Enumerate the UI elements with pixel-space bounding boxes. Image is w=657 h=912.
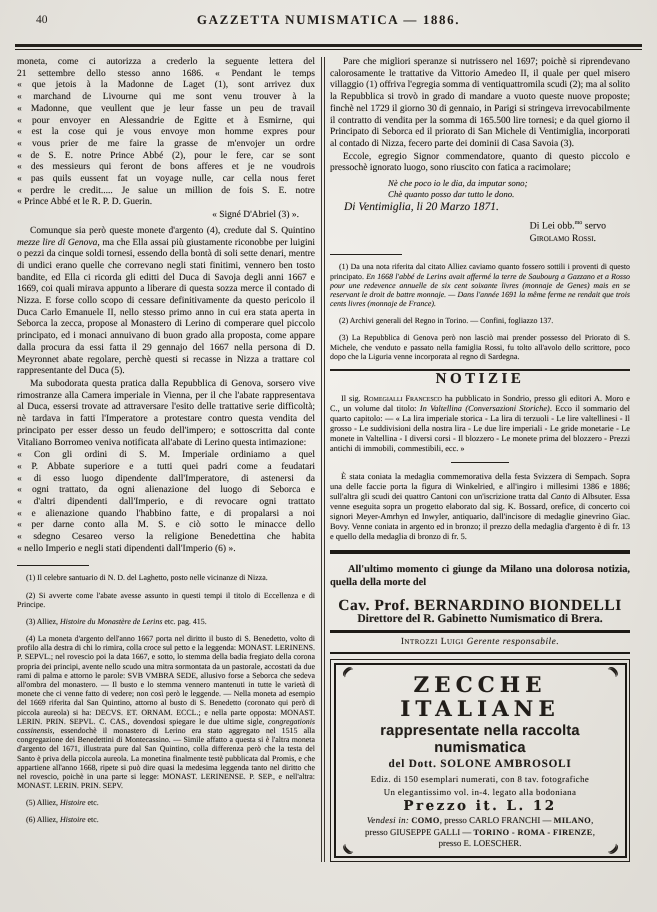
ad-edition-line-2: Un elegantissimo vol. in-4. legato alla bodoniana [383,787,577,798]
imperial-intimation-quote: « Con gli ordini di S. M. Imperiale ordiniamo a quel « P. Abbate superiore e a tutti quei padri come a feudatari « di esso luogo dipendente dall'Imperatore, di astenersi da « ogni trattato, da ogni alienazione del luogo di Seborca e « d'altri dipendenti dall'Imperio, e di revocare ogni trattato « e alienazione quando l'habbino fatte, e di propalarsi a noi « per darne conto alla M. S. e ciò sotto le minacce dello « sdegno Cesareo verso la religione Benedettina che habita « nello Imperio e negli stati dipendenti dall'Imperio (6) ». [17,450,315,554]
two-column-body [0,50,657,862]
ad-subtitle: rappresentate nella raccolta numismatica [380,722,580,756]
paragraph-eccole: Eccole, egregio Signor commendatore, quanto di questo piccolo e pressochè ignorato luogo, sono riuscito con fatica a racimolare; [330,151,630,174]
notizie-item-1: Il sig. Romegialli Francesco ha pubblicato in Sondrio, presso gli editori A. Moro e C., un volume dal titolo: In Valtellina (Conversazioni Storiche). Ecco il sommario del quarto capitolo: — « La lira imperiale storica - La lira di terzuoli - Le lire valtellinesi - Il grosso - Le suddivisioni della nostra lira - Le due lire imperiali - Le gride monetarie - Le monete in Valtellina - I diversi corsi - Il blozzero - Le monete prima del blozzero - Prezzi antichi di immobili, commestibili, ecc. » [330,393,630,453]
paragraph-comunque: Comunque sia però queste monete d'argento (4), credute dal S. Quintino mezze lire di Genova, ma che Ella assai più giustamente riconobbe per luigini o pezzi da cinque soldi tornesi, essendo della bontà di soli sette denari, mentre di undici erano quelle che correvano negli stati finitimi, vennero ben tosto bandite, ed Ella ci ricorda gli editti del Duca di Savoja degli anni 1667 e 1669, coi quali mirava appunto a liberare di questa sozza merce il contado di Nizza. E forse collo scopo di cessare definitivamente da questo pericolo il Duca Carlo Emanuele II, nello stesso primo anno in cui era stata aperta in Seborca la zecca, propose al Monastero di Lerino di comperare quel piccolo principato, ed i monaci annuivano di buon grado alla proposta, come appare dalla procura da essi fatta il 29 gennajo del 1667 nella persona di D. Meyronnet abate regolare, perchè questi si recasse in Nizza a trattare col rappresentante del Duca (5). [17,225,315,377]
gerente-line: Introzzi Luigi Gerente responsabile. [400,636,560,647]
author-signature: Girolamo Rossi. [529,232,596,244]
right-column [330,57,630,862]
left-column [17,57,315,862]
paragraph-ma-subodorata: Ma subodorata questa pratica dalla Repubblica di Genova, sorsero vive rimostranze alla Camera imperiale in Vienna, per il che l'abate rappresentava al Duca, essersi trovate ad attraversare l'esito delle trattative serie difficoltà; nè tardava in fatti l'Imperatore a protestare contro questa vendita del principato per esser desso un feudo dell'impero; e sottoscritta dal conte Vitaliano Borromeo veniva notificata all'abate di Lerino questa intimazione: [17,378,315,448]
corner-ornament-icon: )) [604,664,619,678]
dateline: Di Ventimiglia, li 20 Marzo 1871. [344,201,499,214]
footnote-1: (1) Da una nota riferita dal citato Alliez caviamo quanto fossero sottili i proventi di questo principato. En 1668 l'abbé de Lerins avait affermé la terre de Saubourg a Gazzano et a Rosso pour une redevence annuelle de six cent soixante livres (monnaje de Genes) mais en se reservant le droit de battre monnaje. — Dans l'année 1691 la même ferme ne rendait que trois cents livres (monnaje de France). [330,262,631,309]
ad-price: Prezzo it. L. 12 [403,797,557,814]
notizie-heading: NOTIZIE [435,370,525,387]
notizie-item-2: È stata coniata la medaglia commemorativa della festa Svizzera di Sempach. Sopra una delle faccie porta la figura di Winkelried, e all'ingiro i millesimi 1386 e 1886; sull'altra gli scudi dei quattro Cantoni con un'iscrizione tratta dal Canto di Albsuter. Essa venne eseguita sopra un progetto elaborato dal sig. K. Bossard, orefice, di concerto coi signori Meyer-Amrhyn ed Inwyler, antiquario, dall'incisore di medaglie ginevrino Giac. Bovy. Venne coniata in argento ed in bronzo; il prezzo della medaglia d'argento è di fr. 13 e quello della medaglia di bronzo di fr. 5. [330,471,630,541]
obituary-top-rule [330,550,630,554]
rule-below-gerente [330,652,630,654]
rule-above-gerente [330,630,630,633]
footnote-3: (3) Alliez, Histoire du Monastère de Lerins etc. pag. 415. [26,616,207,626]
footnote-3: (3) La Repubblica di Genova però non lasciò mai prender possesso del Priorato di S. Michele, che venduto e passato nella famiglia Rossi, fu tolto all'avolo dello scrittore, poco dopo che la Liguria venne incorporata al regno di Sardegna. [330,333,630,361]
footnote-2: (2) Archivi generali del Regno in Torino. — Confini, fogliazzo 137. [339,316,554,326]
footnote-2: (2) Si avverte come l'abate avesse assunto in questi tempi il titolo di Eccellenza e di Principe. [17,590,315,609]
valediction: Di Lei obb.$^{mo}$ servo [529,219,606,232]
letter-signature: « Signé D'Abriel (3) ». [212,210,299,221]
letter-excerpt: moneta, come ci autorizza a crederlo la seguente lettera del 21 settembre dello stesso anno 1686. « Pendant le temps « que jetois à la Madonne de Laget (1), sont arrivez dux « marchand de Livourne qui me sont venu trouver à la « Madonne, que veullent que je leur fasse un peu de travail « pour envoyer en Alessandrie de Egitte et à Esmirne, qui « est la cose qui je vous envoye mon homme expres pour « vous prier de me faire la grasse de m'envojer un ordre « de S. E. notre Prince Abbé (2), pour le fere, car se sont « des messieurs qui feront de bons afferes et je ne voudrois « pas quils eussent fat un voyage nulle, car cella nous feret « perdre le credit..... Je salue un million de fois S. E. notre « Prince Abbé et le R. P. D. Guerin. [17,57,315,208]
journal-title: GAZZETTA NUMISMATICA — 1886. [196,12,461,27]
advertisement-inner-frame [334,663,627,858]
obituary-role: Direttore del R. Gabinetto Numismatico di Brera. [357,611,603,625]
ad-title: ZECCHE ITALIANE [400,672,560,722]
page-header [0,0,657,42]
corner-ornament-icon: )) [606,841,621,855]
paragraph-pare: Pare che migliori speranze si nutrissero nel 1697; poichè si riprendevano calorosamente le trattative da Vittorio Amedeo II, il quale per quel misero villaggio (1) offriva l'egregia somma di ventiquattromila scudi (2); ma al solito la Repubblica si trovò in grado di mandare a vuoto queste nuove proposte; finchè nel 1729 il giorno 30 di gennaio, in Parigi si stringeva irrevocabilmente il contratto di vendita per la somma di 165.500 lire tornesi; e da quel giorno il Principato di Seborca ed il priorato di San Michele di Ventimiglia, incorporati al contado di Nizza, fecero parte dei dominii di Casa Savoia (3). [330,57,630,149]
corner-ornament-icon: )) [341,843,356,857]
corner-ornament-icon: )) [339,666,354,680]
ad-edition-line-1: Ediz. di 150 esemplari numerati, con 8 tav. fotografiche [370,773,590,784]
page-number: 40 [36,14,48,26]
footnote-1: (1) Il celebre santuario di N. D. del Laghetto, posto nelle vicinanze di Nizza. [26,573,268,583]
item-separator [451,462,509,463]
obituary-name: Cav. Prof. BERNARDINO BIONDELLI [338,597,622,615]
verse-couplet: Nè che poco io le dia, da imputar sono; Chè quanto posso dar tutto le dono. [388,178,528,199]
ad-author: del Dott. SOLONE AMBROSOLI [388,757,572,770]
column-divider [321,57,325,862]
ad-vendors: Vendesi in: COMO, presso CARLO FRANCHI — MILANO, presso GIUSEPPE GALLI — TORINO - ROMA - FIRENZE, presso E. LOESCHER. [365,815,595,849]
footnote-4: (4) La moneta d'argento dell'anno 1667 porta nel diritto il busto di S. Benedetto, volto di profilo alla destra di chi lo rimira, colla croce sul petto e la leggenda: MONAST. LERINENS. P. SEPVL.; nel rovescio poi la data 1667, e sotto, lo stemma della badia fregiato della corona propria dei principi, avente nello scudo una mitra sormontata da un pastorale, accostati da due rami di palma e attorno le parole: SVB VMBRA SEDE, allusivo forse a Seborca che sedeva all'ombra del monastero. — Il busto e lo stemma vennero mantenuti in tutte le varietà di monete che ci venne fatto di vedere; non così però le leggende. — Nella moneta ad esempio del 1669 riferita dal San Quintino, attorno al busto di S. Benedetto (coronato qui però di piccola aureola) si ha: DECVS. ET. ORNAM. ECCL.; e nella parte opposta: MONAST. LERIN. PRIN. SEPVL. C. CAS., dovendosi spiegare le due ultime sigle, congregationis cassinensis, essendochè il monastero di Lerino era stato aggregato nel 1515 alla congregazione dei Benedettini di Montecassino. — Simile affatto a questa si è l'altra moneta d'argento del 1671, illustrata pure dal San Quintino, colla differenza però che la testa del Santo è priva della piccola aureola. La monetina finalmente testè pubblicata dal Promis, e che appartiene all'anno 1668, ripete si può dire quasi la medesima leggenda tanto nel diritto che nel rovescio, poichè in una parte si legge: MONAST. LERINENSE. P. SEP., e nell'altra: MONAST. LERIN. PRIN. SEPV. [17,633,315,791]
footnote-6: (6) Alliez, Histoire etc. [26,815,99,825]
obituary-intro: All'ultimo momento ci giunge da Milano una dolorosa notizia, quella della morte del [330,564,630,589]
footnote-5: (5) Alliez, Histoire etc. [26,798,99,808]
footnote-separator [330,254,402,255]
advertisement-box [330,659,630,861]
footnote-separator [17,565,89,566]
